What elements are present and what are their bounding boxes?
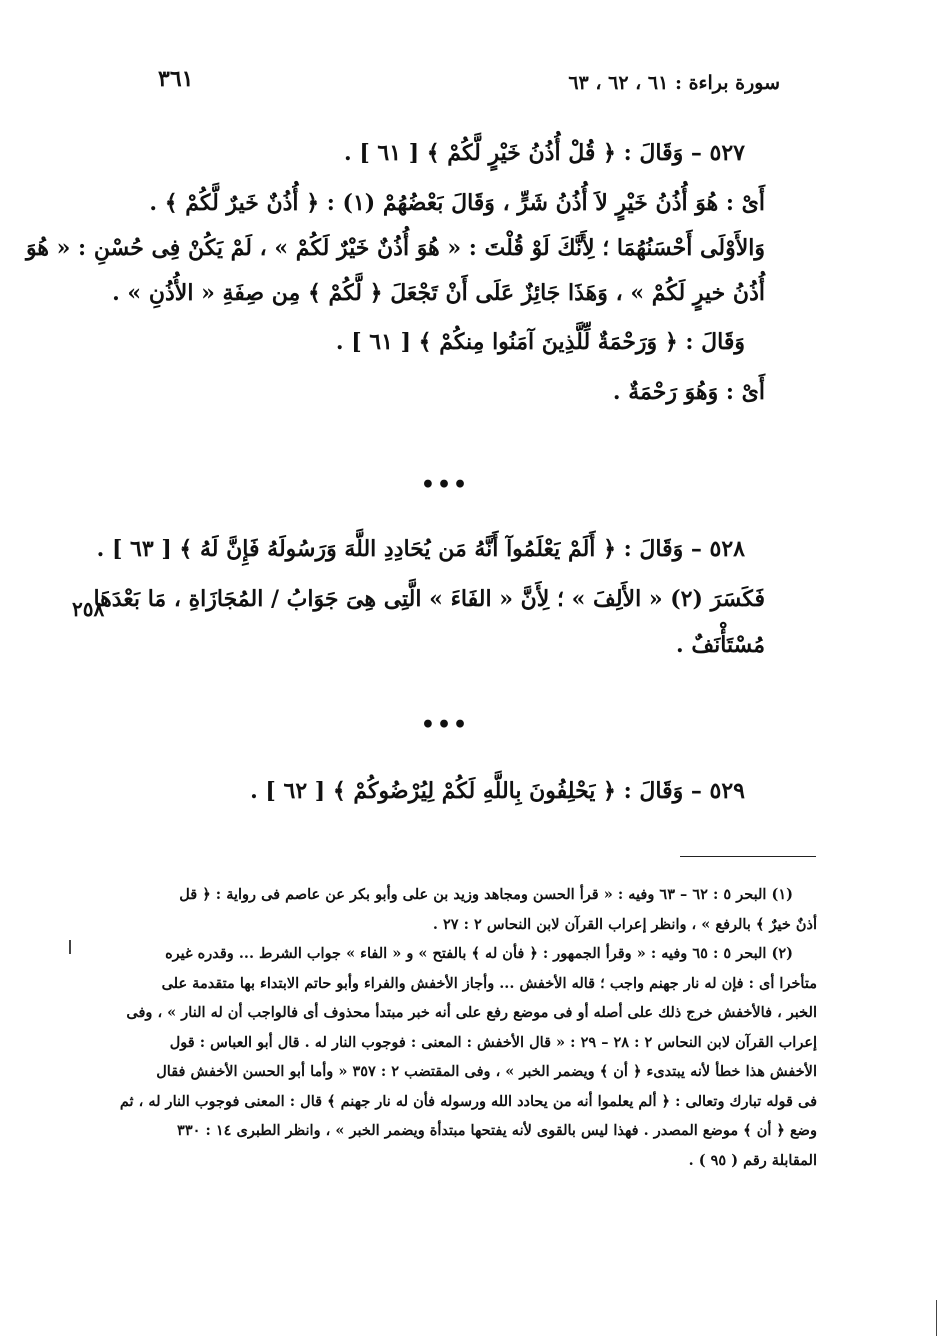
footnote-line: الأخفش هذا خطأ لأنه يبتدىء ﴿ أن ﴾ ويضمر الخبر » ، وفى المقتضب ٢ : ٣٥٧ « وأما أبو الحسن الأخفش فقال [156,1063,817,1080]
margin-folio-number: ٢٥٨ [72,597,105,621]
text-line: ٥٢٩ – وَقَالَ : ﴿ يَحْلِفُونَ بِاللَّهِ لَكُمْ لِيُرْضُوكُمْ ﴾ [ ٦٢ ] . [250,778,745,804]
text-line: أَىْ : هُوَ أُذُنُ خَيْرٍ لاَ أُذُنُ شَرٍّ ، وَقَالَ بَعْضُهُمْ (١) : ﴿ أُذُنٌ خَيرٌ لَّكُمْ ﴾ . [149,190,765,216]
text-line: أَىْ : وَهُوَ رَحْمَةٌ . [612,379,765,405]
footnote-line: فى قوله تبارك وتعالى : ﴿ ألم يعلموا أنه من يحادد الله ورسوله فأن له نار جهنم ﴾ قال : المعنى فوجوب النار له ، ثم [119,1092,817,1110]
scan-mark [936,1300,937,1336]
footnote-line: إعراب القرآن لابن النحاس ٢ : ٢٨ – ٢٩ : « قال الأخفش : المعنى : فوجوب النار له . قال أبو العباس : قول [169,1033,817,1051]
running-header [140,66,780,100]
section-separator: ••• [420,472,470,498]
scan-mark [69,940,71,954]
footnote-line: (١) البحر ٥ : ٦٢ – ٦٣ وفيه : « قرأ الحسن ومجاهد وزيد بن على وأبو بكر عن عاصم فى رواية : ﴿ قل [179,886,793,903]
footnotes [119,880,817,1175]
text-line: وَالأَوْلَى أَحْسَنُهُمَا ؛ لِأَنَّكَ لَوْ قُلْتَ : « هُوَ أُذُنٌ خَيْرٌ لَكُمْ » ، لَمْ يَكُنْ فِى حُسْنِ : « هُوَ [26,235,765,261]
text-line: وَقَالَ : ﴿ وَرَحْمَةٌ لِّلَّذِينَ آمَنُوا مِنكُمْ ﴾ [ ٦١ ] . [335,329,745,355]
surah-title: سورة براءة : ٦١ ، ٦٢ ، ٦٣ [568,72,780,94]
entry-527 [26,128,765,417]
footnote-line: (٢) البحر ٥ : ٦٥ وفيه : « وقرأ الجمهور : ﴿ فأن له ﴾ بالفتح » و « الفاء » جواب الشرط ... وقدره غيره [165,945,793,962]
page-number: ٣٦١ [158,66,194,92]
footnote-rule [680,856,816,857]
text-line: ٥٢٧ – وَقَالَ : ﴿ قُلْ أُذُنُ خَيْرٍ لَّكُمْ ﴾ [ ٦١ ] . [344,140,745,166]
footnote-line: متأخرا أى : فإن له نار جهنم واجب ؛ قاله الأخفش ... وأجاز الأخفش والفراء وأبو حاتم الابتداء بها متقدمة على [161,974,817,992]
section-separator: ••• [420,712,470,738]
entry-529 [125,766,765,816]
text-line: فَكَسَرَ (٢) « الأَلِفَ » ؛ لِأَنَّ « الفَاءَ » الَّتِى هِىَ جَوَابُ / المُجَازَاةِ ، مَا بَعْدَهَا [93,586,765,612]
footnote-line: الخبر ، فالأخفش خرج ذلك على أصله أو فى موضع رفع على أنه خبر مبتدأ محذوف أى فالواجب أن له النار » ، وفى [126,1004,817,1021]
text-line: ٥٢٨ – وَقَالَ : ﴿ أَلَمْ يَعْلَمُوآ أَنَّهُ مَن يُحَادِدِ اللَّهَ وَرَسُولَهُ فَإِنَّ لَهُ ﴾ [ ٦٣ ] . [96,536,745,562]
footnote-line: أذنٌ خيرٌ ﴾ بالرفع » ، وانظر إعراب القرآن لابن النحاس ٢ : ٢٧ . [432,915,817,933]
footnote-line: المقابلة رقم ( ٩٥ ) . [688,1151,817,1169]
text-line: مُسْتَأْنَفٌ . [676,632,765,658]
text-line: أُذُنُ خيرٍ لَكُمْ » ، وَهَذَا جَائِزٌ عَلَى أَنْ تَجْعَلَ ﴿ لَّكُمْ ﴾ مِن صِفَةِ « الأُذُنِ » . [112,280,765,306]
footnote-line: وضع ﴿ أن ﴾ موضع المصدر . فهذا ليس بالقوى لأنه يفتحها مبتدأة ويضمر الخبر » ، وانظر الطبرى ١٤ : ٣٣٠ [177,1122,817,1139]
entry-528 [93,524,765,666]
